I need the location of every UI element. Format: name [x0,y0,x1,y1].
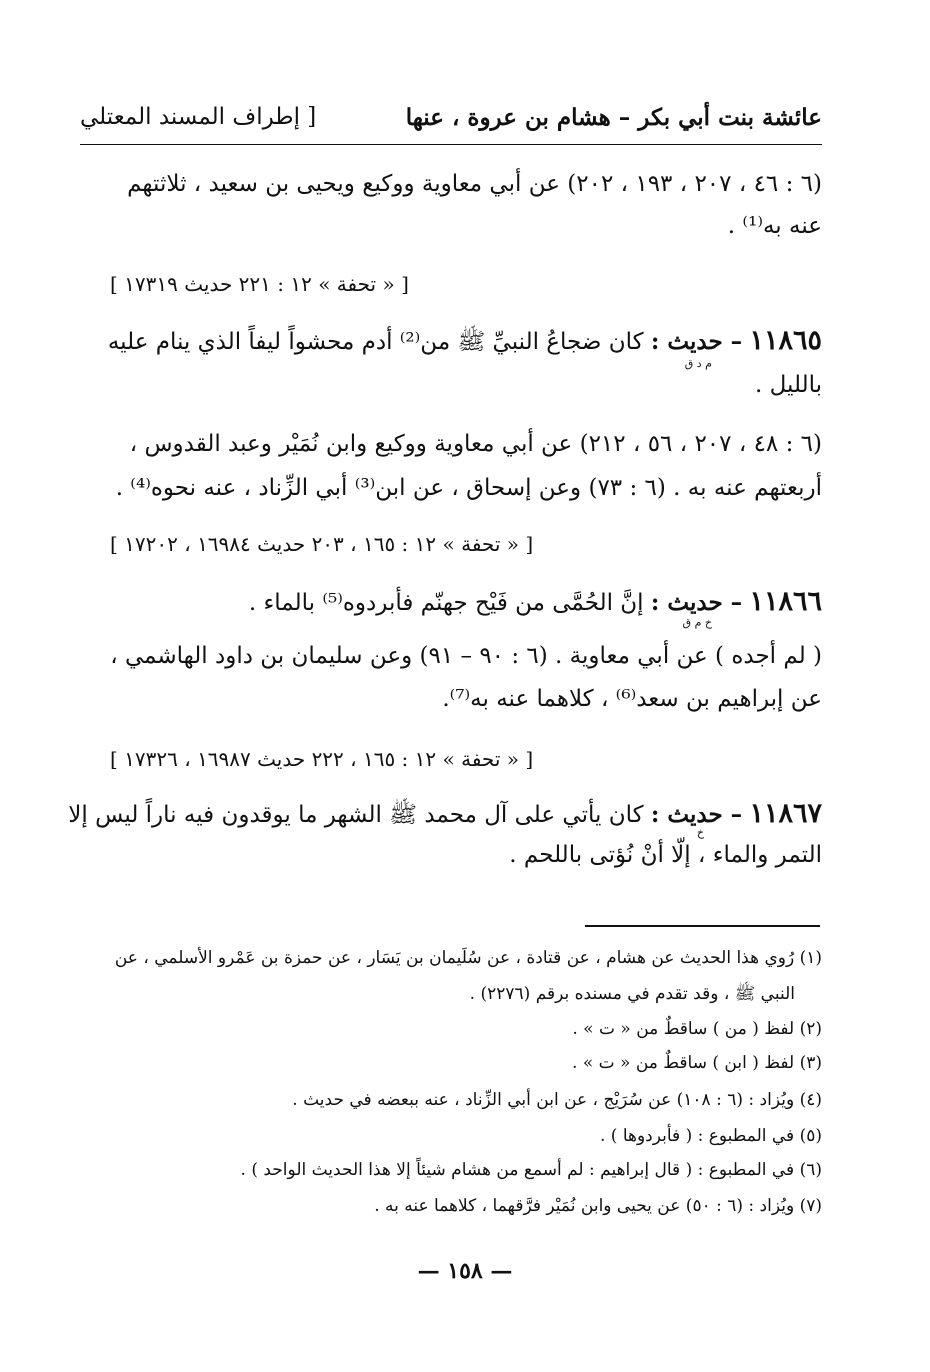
chain-line: (٦ : ٤٨ ، ٢٠٧ ، ٥٦ ، ٢١٢) عن أبي معاوية ووكيع وابن نُمَيْر وعبد القدوس ، [129,431,822,457]
footnote: النبي ﷺ ، وقد تقدم في مسنده برقم (٢٢٧٦) . [469,984,795,1004]
hadith-heading [107,325,822,356]
chain-line: عنه به⁽¹⁾ . [727,213,822,239]
hadith-heading [68,798,822,829]
hadith-label: – حديث : [650,589,743,616]
hadith-text: بالليل . [754,372,822,398]
tuhfa-reference: [ « تحفة » ١٢ : ١٦٥ ، ٢٠٣ حديث ١٦٩٨٤ ، ١٧٢٠٢ ] [110,532,534,556]
hadith-text: كان يأتي على آل محمد ﷺ الشهر ما يوقدون فيه ناراً ليس إلا [68,802,644,828]
hadith-number: ١١٨٦٧ [749,798,822,829]
hadith-number: ١١٨٦٦ [749,586,822,617]
hadith-number: ١١٨٦٥ [749,325,822,356]
footnote: (١) رُوي هذا الحديث عن هشام ، عن قتادة ، عن سُلَيمان بن يَسَار ، عن حمزة بن عَمْرو الأسلمي ، عن [114,948,822,968]
tuhfa-reference: [ « تحفة » ١٢ : ٢٢١ حديث ١٧٣١٩ ] [110,272,409,296]
hadith-label: – حديث : [650,801,743,828]
hadith-heading [110,587,822,617]
hadith-text: كان ضجاعُ النبيِّ ﷺ من⁽²⁾ أدم محشواً ليفاً الذي ينام عليه [107,329,644,355]
footnote: (٤) ويُزاد : (٦ : ١٠٨) عن سُرَيْج ، عن ابن أبي الزِّناد ، عنه ببعضه في حديث . [292,1090,822,1110]
footnote-separator [585,925,820,927]
hadith-text: إنَّ الحُمَّى من فَيْح جهنّم فأبردوه⁽⁵⁾ بالماء . [248,590,644,616]
chain-line: أربعتهم عنه به . (٦ : ٧٣) وعن إسحاق ، عن ابن⁽³⁾ أبي الزِّناد ، عنه نحوه⁽⁴⁾ . [115,475,822,501]
footnote: (٣) لفظ ( ابن ) ساقطٌ من « ت » . [572,1053,822,1073]
footnote: (٥) في المطبوع : ( فأبردوها ) . [599,1126,822,1146]
source-sigla: م د ق [684,357,712,370]
chain-line: ( لم أجده ) عن أبي معاوية . (٦ : ٩٠ – ٩١) وعن سليمان بن داود الهاشمي ، [110,643,822,669]
footnote: (٦) في المطبوع : ( قال إبراهيم : لم أسمع من هشام شيئاً إلا هذا الحديث الواحد ) . [240,1160,822,1180]
page-number: — ١٥٨ — [417,1258,513,1284]
footnote: (٢) لفظ ( من ) ساقطٌ من « ت » . [572,1019,822,1039]
footnote: (٧) ويُزاد : (٦ : ٥٠) عن يحيى وابن نُمَيْر فرَّقهما ، كلاهما عنه به . [374,1196,822,1216]
source-sigla: خ م ق [682,616,712,629]
chain-line: (٦ : ٤٦ ، ٢٠٧ ، ١٩٣ ، ٢٠٢) عن أبي معاوية ووكيع ويحيى بن سعيد ، ثلاثتهم [127,171,822,197]
header-left-title: [ إطراف المسند المعتلي [80,104,317,130]
tuhfa-reference: [ « تحفة » ١٢ : ١٦٥ ، ٢٢٢ حديث ١٦٩٨٧ ، ١٧٣٢٦ ] [110,747,534,771]
header-right-title: عائشة بنت أبي بكر – هشام بن عروة ، عنها [405,104,822,131]
hadith-label: – حديث : [650,328,743,355]
hadith-text: التمر والماء ، إلّا أنْ نُؤتى باللحم . [509,842,822,868]
source-sigla: خ [696,826,704,839]
running-header [80,104,822,145]
chain-line: عن إبراهيم بن سعد⁽⁶⁾ ، كلاهما عنه به⁽⁷⁾. [442,686,822,712]
